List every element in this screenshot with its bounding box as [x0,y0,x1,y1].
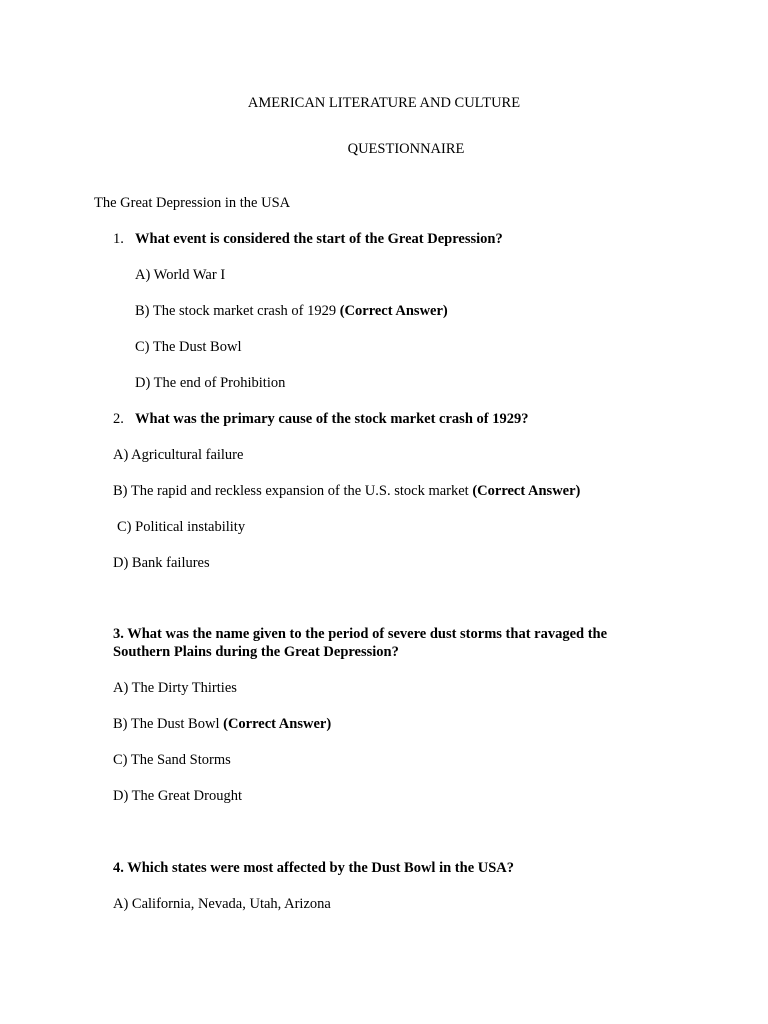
answer-option: A) The Dirty Thirties [113,680,237,696]
question-number: 2. [113,411,124,427]
answer-option: C) The Dust Bowl [135,339,242,355]
answer-option-text: B) The stock market crash of 1929 [135,303,337,319]
answer-option: D) The Great Drought [113,788,242,804]
question-number: 1. [113,231,124,247]
answer-option: D) The end of Prohibition [135,375,286,391]
answer-option: C) Political instability [117,519,246,535]
question-text: 3. What was the name given to the period of severe dust storms that ravaged the Southern Plains during the Great Depression? [113,626,608,660]
answer-option [135,302,448,320]
answer-option: A) Agricultural failure [113,447,244,463]
topic-heading: The Great Depression in the USA [94,195,291,211]
answer-option: A) California, Nevada, Utah, Arizona [113,896,331,912]
correct-answer-marker: (Correct Answer) [339,303,448,319]
answer-option: D) Bank failures [113,555,210,571]
question-text: What event is considered the start of the Great Depression? [135,231,503,247]
answer-option [113,715,331,733]
answer-option: C) The Sand Storms [113,752,231,768]
correct-answer-marker: (Correct Answer) [472,483,581,499]
document-subtitle: QUESTIONNAIRE [347,141,465,157]
question-text: What was the primary cause of the stock market crash of 1929? [135,411,529,427]
answer-option [113,482,580,500]
answer-option-text: B) The Dust Bowl [113,716,220,732]
answer-option-text: B) The rapid and reckless expansion of the U.S. stock market [113,483,469,499]
correct-answer-marker: (Correct Answer) [223,716,332,732]
question-text: 4. Which states were most affected by the Dust Bowl in the USA? [113,860,515,876]
document-title: AMERICAN LITERATURE AND CULTURE [247,95,521,111]
answer-option: A) World War I [135,267,226,283]
